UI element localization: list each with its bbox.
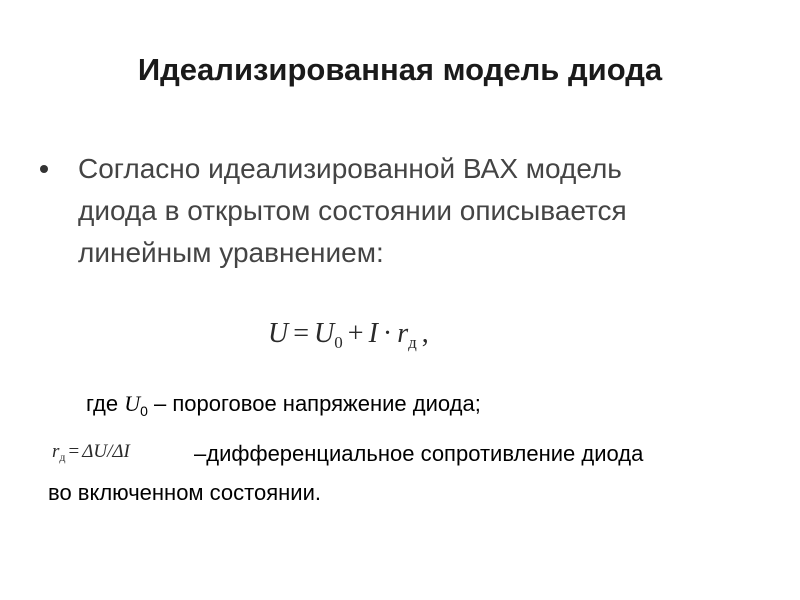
- formula-symbol: I: [368, 318, 378, 349]
- formula-subscript: д: [59, 450, 66, 464]
- formula-subscript: 0: [140, 403, 148, 419]
- resistance-formula: [52, 441, 192, 467]
- formula-subscript: 0: [334, 333, 343, 352]
- formula-operator: +: [347, 318, 364, 349]
- formula-operator: ·: [382, 318, 393, 349]
- slide-title: Идеализированная модель диода: [137, 52, 663, 87]
- where-text: – пороговое напряжение диода;: [147, 391, 481, 416]
- formula-symbol: U: [268, 318, 289, 349]
- formula-subscript: д: [408, 333, 417, 352]
- formula-symbol: U: [314, 318, 335, 349]
- formula-operator: =: [293, 318, 310, 349]
- differential-resistance-text: –дифференциальное сопротивление диода: [194, 441, 644, 466]
- formula-symbol: r: [52, 441, 60, 462]
- bullet-line: Согласно идеализированной ВАХ модель: [78, 153, 622, 184]
- formula-expression: ΔU/ΔI: [82, 441, 130, 462]
- formula-symbol: r: [397, 318, 409, 349]
- diode-equation: [268, 318, 498, 364]
- bullet-icon: [40, 165, 48, 173]
- on-state-text: во включенном состоянии.: [48, 480, 321, 505]
- bullet-line: диода в открытом состоянии описывается: [78, 195, 627, 226]
- where-prefix: где: [86, 391, 125, 416]
- threshold-voltage-definition: [86, 391, 481, 419]
- bullet-text: [78, 148, 768, 274]
- formula-punctuation: ,: [421, 318, 429, 349]
- formula-operator: =: [68, 441, 80, 462]
- formula-symbol: U: [124, 391, 141, 416]
- bullet-line: линейным уравнением:: [78, 237, 384, 268]
